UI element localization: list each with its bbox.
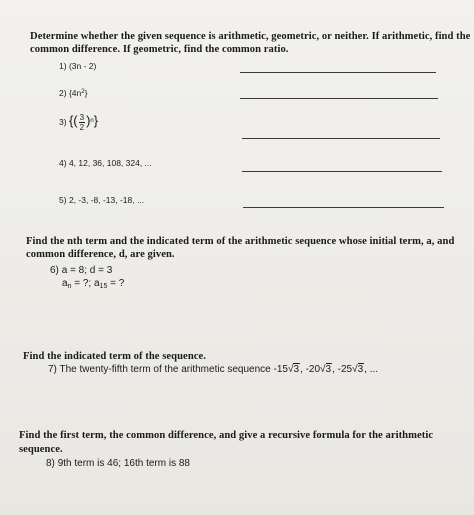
answer-line-3[interactable] — [242, 138, 440, 139]
question-expression: {4n — [68, 88, 82, 98]
question-6-ask: $a_n$ = ?; $a_{15}$ = ? — [62, 278, 125, 290]
section4-heading-line2: sequence. — [19, 444, 63, 455]
exponent: 2 — [81, 89, 85, 95]
answer-line-2[interactable] — [240, 98, 438, 99]
question-number: 6) — [50, 265, 59, 276]
question-expression: (3n - 2) — [68, 61, 97, 71]
close-brace: } — [93, 113, 99, 128]
question-number: 8) — [46, 458, 55, 469]
answer-line-5[interactable] — [243, 207, 444, 208]
fraction: $\frac{3}{2}$ — [79, 113, 85, 133]
question-number: 3) — [59, 117, 67, 127]
question-7: 7) The twenty-fifth term of the arithmetic sequence -15√3, -20√3, -25√3, ... — [48, 364, 379, 375]
section2-heading-line2: common difference, d, are given. — [26, 249, 175, 260]
section4-heading-line1: Find the first term, the common difference, and give a recursive formula for the arithmetic — [19, 430, 434, 441]
question-1 — [59, 61, 96, 71]
question-number: 7) — [48, 364, 57, 375]
sqrt-term: √3 — [287, 364, 300, 375]
answer-line-4[interactable] — [242, 171, 442, 172]
question-text: The twenty-fifth term of the arithmetic sequence — [59, 364, 274, 375]
sqrt-term: √3 — [320, 364, 332, 375]
question-number: 2) — [59, 88, 67, 98]
section2-heading-line1: Find the nth term and the indicated term of the arithmetic sequence whose initial term, a, and — [26, 236, 455, 247]
question-5 — [59, 195, 144, 205]
exponent: n — [90, 118, 94, 124]
section1-heading-line1: Determine whether the given sequence is arithmetic, geometric, or neither. If arithmetic, find the — [30, 31, 471, 42]
sqrt-term: √3 — [352, 364, 364, 375]
section1-heading-line2: common difference. If geometric, find the common ratio. — [30, 44, 289, 55]
question-expression: 2, -3, -8, -13, -18, ... — [68, 195, 145, 205]
section3-heading: Find the indicated term of the sequence. — [23, 351, 206, 362]
question-3: 3) {( $\frac{3}{2}$ )$^n$} — [59, 113, 99, 133]
question-expression: 4, 12, 36, 108, 324, ... — [68, 158, 152, 168]
question-8 — [46, 458, 190, 469]
question-text: 9th term is 46; 16th term is 88 — [57, 458, 190, 469]
question-4 — [59, 158, 152, 168]
answer-line-1[interactable] — [240, 72, 436, 73]
question-2 — [59, 88, 87, 98]
question-6 — [50, 265, 112, 276]
question-number: 1) — [59, 61, 67, 71]
question-number: 4) — [59, 158, 67, 168]
given-values: a = 8; d = 3 — [61, 265, 113, 276]
close-brace: } — [84, 88, 88, 98]
question-number: 5) — [59, 195, 67, 205]
open-brace: { — [68, 113, 74, 128]
